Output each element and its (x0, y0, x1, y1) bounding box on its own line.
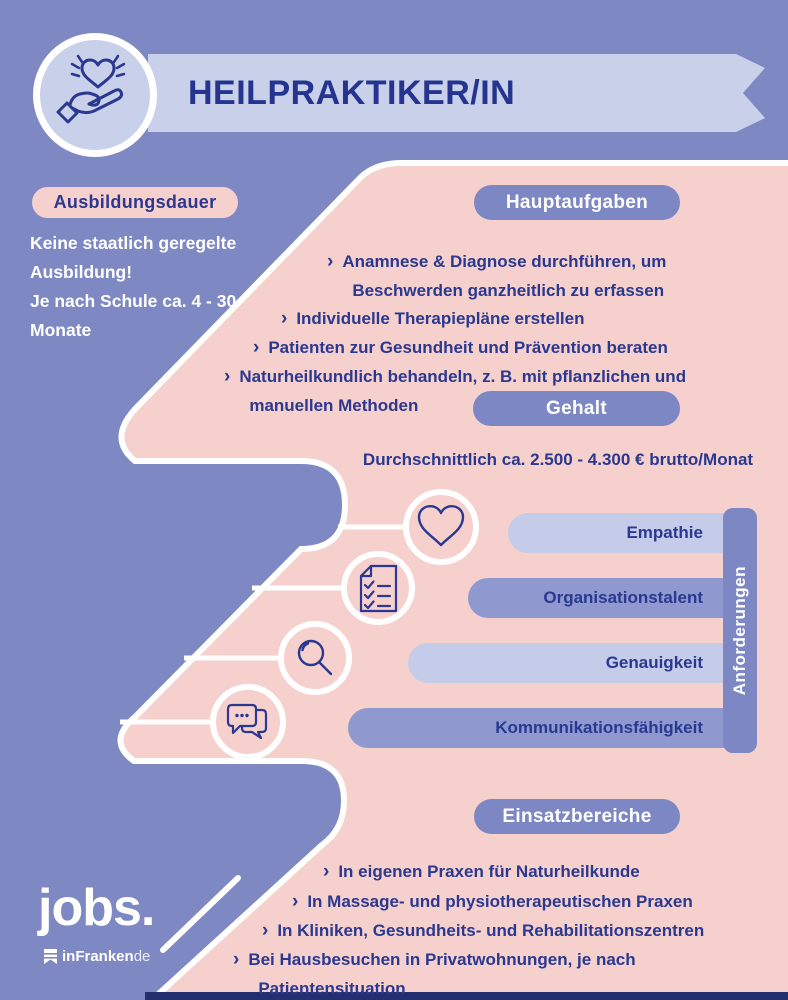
area-text: In Kliniken, Gesundheits- und Rehabilitationszentren (277, 921, 705, 940)
area-text: In Massage- und physiotherapeutischen Praxen (307, 892, 693, 911)
salary-text: Durchschnittlich ca. 2.500 - 4.300 € brutto/Monat (362, 450, 754, 469)
heart-circle (406, 492, 476, 562)
chevron-bullet-icon: › (253, 337, 260, 358)
site-tld: de (133, 948, 151, 965)
section-badge-ausbildungsdauer: Ausbildungsdauer (32, 187, 238, 218)
page-title: HEILPRAKTIKER/IN (188, 74, 516, 112)
requirements-bar-label: Anforderungen (730, 565, 749, 696)
area-item (323, 857, 640, 886)
magnifier-circle (281, 624, 349, 692)
chevron-bullet-icon: › (224, 366, 231, 387)
infranken-flag-icon (44, 949, 57, 964)
hand-heart-icon (50, 50, 140, 140)
chevron-bullet-icon: › (233, 949, 240, 970)
requirement-pill-organisationstalent: Organisationstalent (468, 578, 753, 618)
task-item (281, 304, 584, 333)
task-item (253, 333, 668, 362)
area-item (292, 887, 693, 916)
area-text: Patientensituation (258, 979, 406, 998)
section-badge-gehalt: Gehalt (473, 391, 680, 426)
chevron-bullet-icon: › (292, 891, 299, 912)
chevron-bullet-icon: › (323, 861, 330, 882)
education-text (30, 229, 236, 345)
chevron-bullet-icon: › (262, 920, 269, 941)
education-line: Ausbildung! (30, 262, 133, 282)
task-text: Patienten zur Gesundheit und Prävention beraten (268, 338, 668, 357)
education-line: Je nach Schule ca. 4 - 30 (30, 291, 237, 311)
area-text: Bei Hausbesuchen in Privatwohnungen, je nach (248, 950, 636, 969)
task-text: manuellen Methoden (249, 396, 419, 415)
requirements-vertical-bar (723, 508, 757, 753)
area-item (233, 945, 636, 1000)
requirement-pill-genauigkeit: Genauigkeit (408, 643, 753, 683)
jobs-wordmark: jobs. (38, 879, 155, 937)
site-name: inFranken (62, 948, 134, 965)
task-item (327, 247, 666, 305)
task-text: Naturheilkundlich behandeln, z. B. mit pflanzlichen und (239, 367, 687, 386)
task-text: Beschwerden ganzheitlich zu erfassen (352, 281, 665, 300)
requirement-pill-empathie: Empathie (508, 513, 753, 553)
area-text: In eigenen Praxen für Naturheilkunde (338, 862, 640, 881)
education-line: Monate (30, 320, 92, 340)
infranken-logo (44, 948, 150, 965)
section-badge-hauptaufgaben: Hauptaufgaben (474, 185, 680, 220)
education-line: Keine staatlich geregelte (30, 233, 237, 253)
section-badge-einsatzbereiche: Einsatzbereiche (474, 799, 680, 834)
area-item (262, 916, 704, 945)
task-text: Anamnese & Diagnose durchführen, um (342, 252, 667, 271)
task-text: Individuelle Therapiepläne erstellen (296, 309, 585, 328)
chevron-bullet-icon: › (327, 251, 334, 272)
requirement-pill-kommunikationsfaehigkeit: Kommunikationsfähigkeit (348, 708, 753, 748)
chevron-bullet-icon: › (281, 308, 288, 329)
hand-heart-badge (33, 33, 157, 157)
